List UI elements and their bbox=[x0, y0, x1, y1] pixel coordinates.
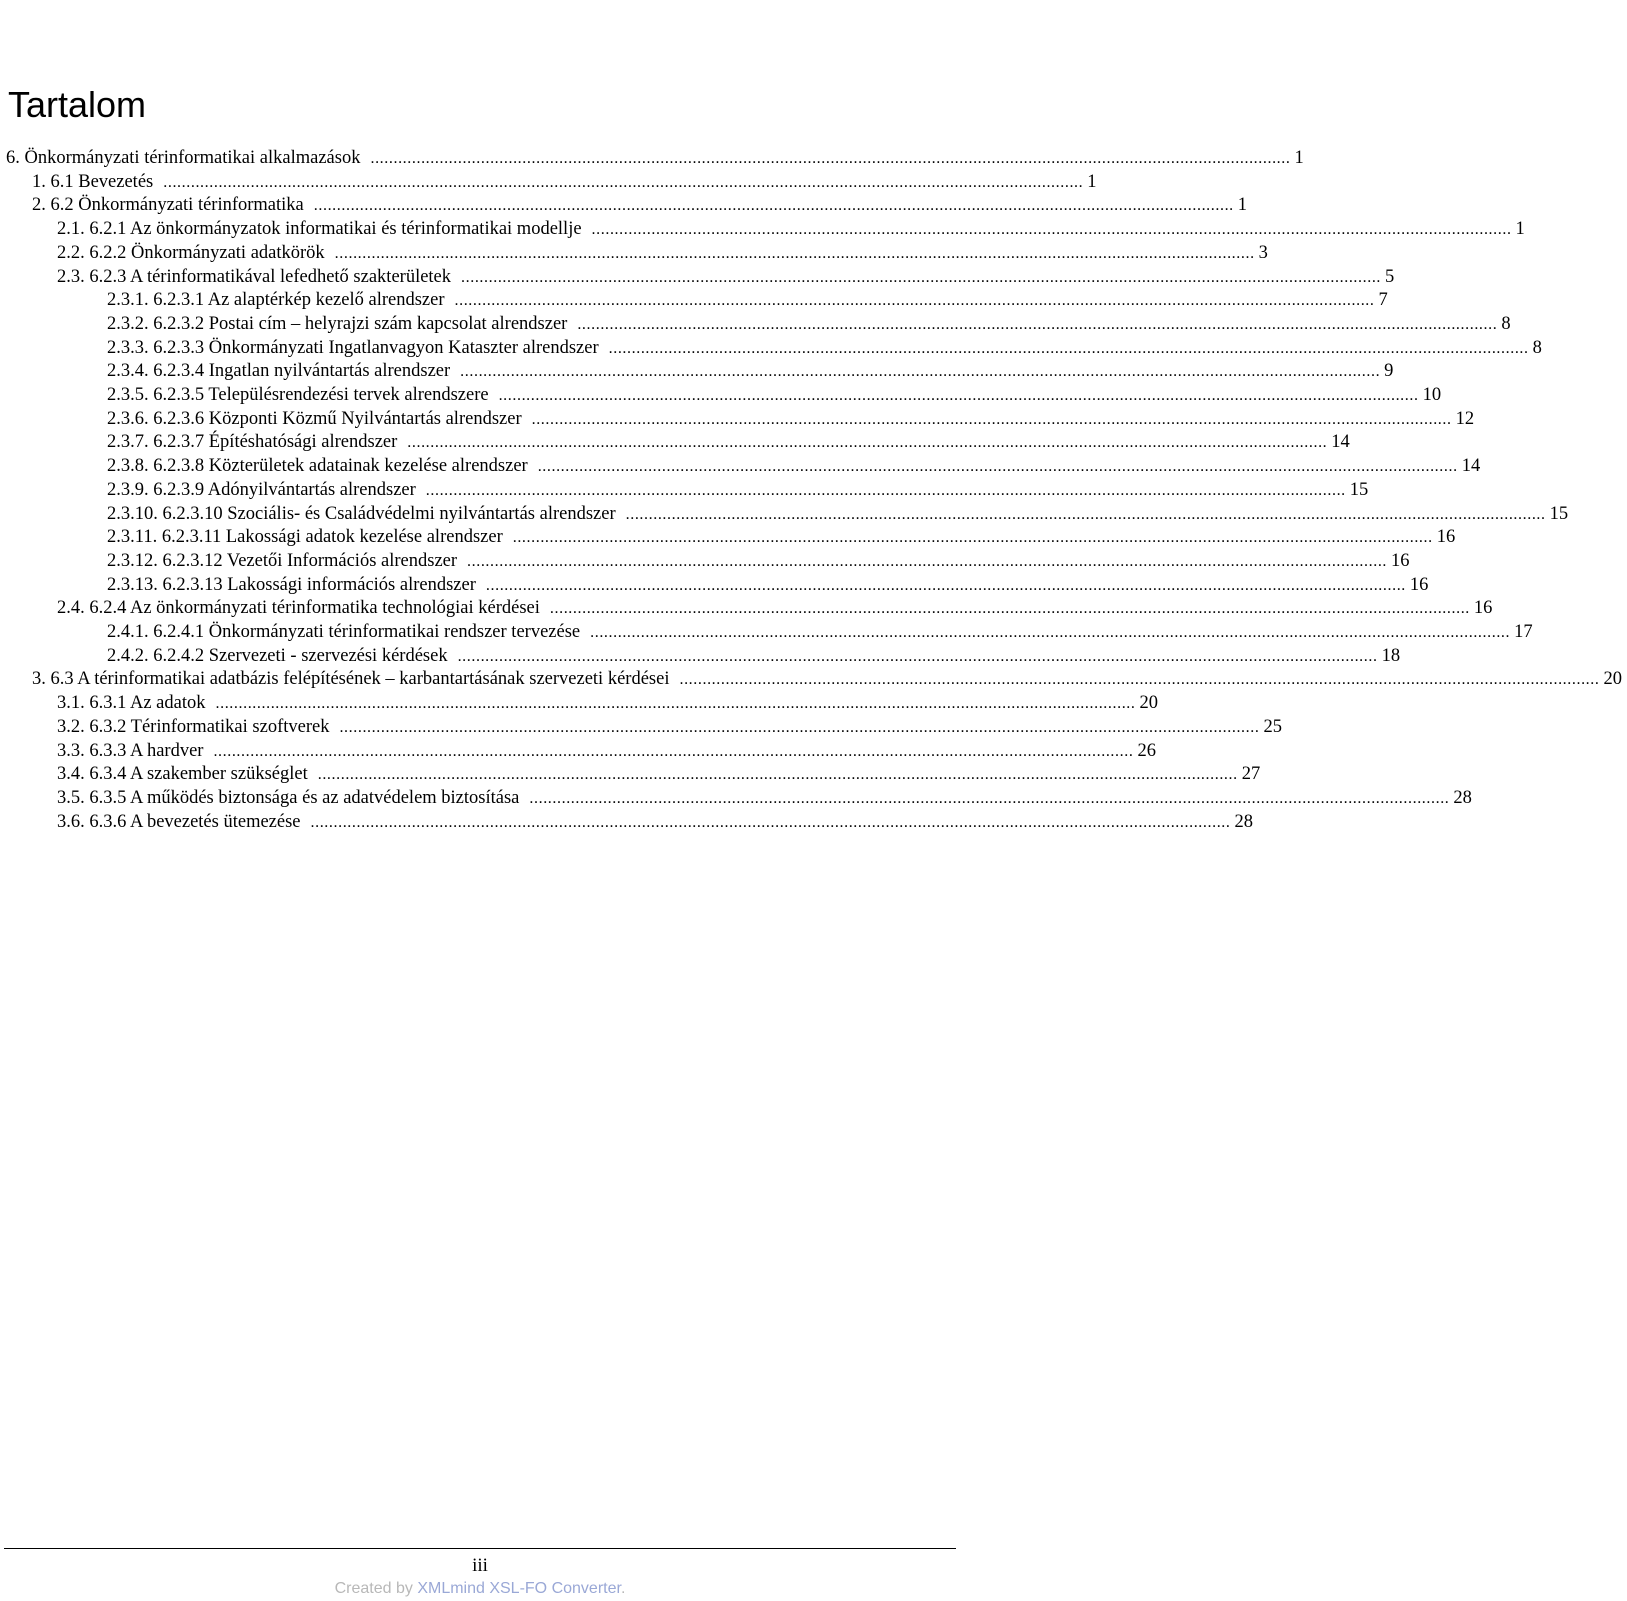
page-title: Tartalom bbox=[8, 84, 147, 125]
toc-entry-title: 3.2. 6.3.2 Térinformatikai szoftverek bbox=[57, 716, 330, 737]
toc-dot-leader: ........................................................................................................................................................................................................ bbox=[163, 173, 1084, 191]
toc-entry-title: 1. 6.1 Bevezetés bbox=[32, 171, 154, 192]
toc-dot-leader: ........................................................................................................................................................................................................ bbox=[590, 624, 1511, 641]
toc-dot-leader: ........................................................................................................................................................................................................ bbox=[317, 766, 1238, 784]
toc-entry-page: 1 bbox=[1515, 219, 1525, 240]
toc-dot-leader: ........................................................................................................................................................................................................ bbox=[608, 339, 1529, 357]
toc-entry-title: 3.4. 6.3.4 A szakember szükséglet bbox=[57, 764, 308, 785]
toc-entry-title: 2.4.1. 6.2.4.1 Önkormányzati térinformatikai rendszer tervezése bbox=[107, 622, 581, 642]
toc-entry[interactable] bbox=[57, 596, 1493, 620]
toc-entry-page: 17 bbox=[1514, 622, 1533, 642]
toc-entry-title: 2.2. 6.2.2 Önkormányzati adatkörök bbox=[57, 242, 325, 263]
toc-entry-title: 2.3.4. 6.2.3.4 Ingatlan nyilvántartás alrendszer bbox=[107, 361, 451, 382]
toc-entry[interactable] bbox=[107, 454, 1481, 478]
footer-divider bbox=[4, 1548, 956, 1549]
toc-entry-page: 7 bbox=[1378, 290, 1388, 311]
toc-entry-page: 20 bbox=[1603, 669, 1622, 690]
toc-entry-title: 2.4.2. 6.2.4.2 Szervezeti - szervezési kérdések bbox=[107, 645, 448, 666]
converter-credit bbox=[0, 1578, 960, 1600]
toc-entry-page: 28 bbox=[1234, 811, 1253, 832]
toc-entry[interactable] bbox=[107, 312, 1511, 336]
credit-prefix: Created by bbox=[334, 1580, 418, 1597]
toc-entry-page: 1 bbox=[1294, 148, 1304, 168]
toc-entry-page: 16 bbox=[1436, 527, 1456, 548]
toc-dot-leader: ........................................................................................................................................................................................................ bbox=[549, 600, 1470, 618]
toc-entry-title: 3.3. 6.3.3 A hardver bbox=[57, 740, 204, 761]
toc-entry-page: 25 bbox=[1263, 716, 1282, 737]
toc-entry-page: 15 bbox=[1349, 479, 1369, 500]
toc-entry-page: 3 bbox=[1258, 242, 1268, 263]
toc-dot-leader: ........................................................................................................................................................................................................ bbox=[591, 221, 1512, 239]
credit-brand: XMLmind XSL-FO Converter bbox=[417, 1580, 621, 1597]
toc-entry-page: 20 bbox=[1139, 693, 1158, 714]
toc-entry-page: 27 bbox=[1241, 764, 1261, 785]
toc-entry-title: 6. Önkormányzati térinformatikai alkalmazások bbox=[6, 148, 361, 168]
toc-dot-leader: ........................................................................................................................................................................................................ bbox=[577, 315, 1498, 333]
toc-entry-page: 14 bbox=[1461, 456, 1481, 477]
toc-entry-title: 3. 6.3 A térinformatikai adatbázis felépítésének – karbantartásának szervezeti kérdései bbox=[32, 669, 670, 690]
toc-entry-title: 3.1. 6.3.1 Az adatok bbox=[57, 693, 206, 714]
toc-entry[interactable] bbox=[107, 383, 1442, 407]
toc-entry-page: 9 bbox=[1384, 361, 1394, 382]
toc-dot-leader: ........................................................................................................................................................................................................ bbox=[454, 292, 1375, 310]
toc-entry-title: 2.3.5. 6.2.3.5 Településrendezési tervek alrendszere bbox=[107, 385, 489, 405]
toc-dot-leader: ........................................................................................................................................................................................................ bbox=[457, 647, 1378, 665]
toc-entry[interactable] bbox=[107, 573, 1429, 597]
toc-entry-page: 15 bbox=[1549, 503, 1569, 524]
toc-entry[interactable] bbox=[57, 691, 1158, 715]
toc-dot-leader: ........................................................................................................................................................................................................ bbox=[512, 529, 1433, 547]
toc-entry-page: 28 bbox=[1453, 787, 1472, 808]
toc-dot-leader: ........................................................................................................................................................................................................ bbox=[339, 718, 1260, 736]
credit-suffix: . bbox=[620, 1580, 626, 1597]
toc-entry-title: 2.3.10. 6.2.3.10 Szociális- és Családvédelmi nyilvántartás alrendszer bbox=[107, 503, 616, 524]
toc-dot-leader: ........................................................................................................................................................................................................ bbox=[529, 789, 1450, 807]
toc-entry-page: 8 bbox=[1532, 337, 1542, 358]
toc-entry-title: 2.3. 6.2.3 A térinformatikával lefedhető szakterületek bbox=[57, 266, 452, 287]
toc-entry-title: 2.3.12. 6.2.3.12 Vezetői Információs alrendszer bbox=[107, 550, 458, 571]
toc-dot-leader: ........................................................................................................................................................................................................ bbox=[425, 481, 1346, 499]
toc-entry-title: 2.3.2. 6.2.3.2 Postai cím – helyrajzi szám kapcsolat alrendszer bbox=[107, 313, 568, 334]
toc-entry[interactable] bbox=[107, 525, 1456, 549]
page-number: iii bbox=[472, 1555, 488, 1576]
toc-entry-page: 8 bbox=[1501, 313, 1511, 334]
toc-entry[interactable] bbox=[107, 478, 1369, 502]
toc-entry[interactable] bbox=[107, 407, 1475, 431]
toc-entry[interactable] bbox=[107, 549, 1410, 573]
toc-dot-leader: ........................................................................................................................................................................................................ bbox=[334, 244, 1255, 262]
toc-entry-title: 2.3.13. 6.2.3.13 Lakossági információs alrendszer bbox=[107, 574, 476, 595]
toc-entry[interactable] bbox=[57, 739, 1156, 763]
toc-entry[interactable] bbox=[107, 288, 1388, 312]
toc-entry[interactable] bbox=[107, 644, 1401, 668]
toc-entry[interactable] bbox=[107, 502, 1569, 526]
toc-entry-title: 2. 6.2 Önkormányzati térinformatika bbox=[32, 195, 304, 216]
toc-dot-leader: ........................................................................................................................................................................................................ bbox=[407, 434, 1328, 452]
toc-entry[interactable] bbox=[32, 170, 1097, 194]
toc-entry[interactable] bbox=[6, 146, 1304, 170]
toc-entry-page: 14 bbox=[1331, 432, 1350, 453]
toc-entry[interactable] bbox=[57, 786, 1472, 810]
toc-entry-title: 2.3.8. 6.2.3.8 Közterületek adatainak kezelése alrendszer bbox=[107, 456, 528, 477]
toc-entry[interactable] bbox=[107, 430, 1350, 454]
toc-dot-leader: ........................................................................................................................................................................................................ bbox=[313, 197, 1234, 215]
toc-entry-title: 2.3.11. 6.2.3.11 Lakossági adatok kezelése alrendszer bbox=[107, 527, 503, 548]
toc-entry-title: 3.6. 6.3.6 A bevezetés ütemezése bbox=[57, 811, 301, 832]
toc-dot-leader: ........................................................................................................................................................................................................ bbox=[531, 410, 1452, 428]
toc-entry-title: 3.5. 6.3.5 A működés biztonsága és az adatvédelem biztosítása bbox=[57, 787, 520, 808]
toc-entry[interactable] bbox=[107, 620, 1533, 644]
toc-entry[interactable] bbox=[57, 715, 1282, 739]
toc-dot-leader: ........................................................................................................................................................................................................ bbox=[310, 813, 1231, 831]
toc-entry[interactable] bbox=[107, 336, 1542, 360]
toc-entry[interactable] bbox=[32, 667, 1622, 691]
toc-entry-page: 12 bbox=[1455, 408, 1475, 429]
toc-entry-page: 16 bbox=[1473, 598, 1493, 619]
toc-dot-leader: ........................................................................................................................................................................................................ bbox=[537, 458, 1458, 476]
toc-dot-leader: ........................................................................................................................................................................................................ bbox=[370, 150, 1291, 167]
toc-entry-title: 2.3.7. 6.2.3.7 Építéshatósági alrendszer bbox=[107, 432, 398, 453]
toc-entry[interactable] bbox=[57, 810, 1253, 834]
toc-entry-page: 16 bbox=[1391, 550, 1410, 571]
toc-dot-leader: ........................................................................................................................................................................................................ bbox=[461, 268, 1382, 286]
toc-entry[interactable] bbox=[107, 359, 1394, 383]
toc-dot-leader: ........................................................................................................................................................................................................ bbox=[498, 387, 1419, 404]
toc-entry-page: 18 bbox=[1381, 645, 1401, 666]
toc-dot-leader: ........................................................................................................................................................................................................ bbox=[215, 695, 1136, 713]
toc-entry-page: 1 bbox=[1087, 171, 1097, 192]
toc-entry[interactable] bbox=[57, 217, 1525, 241]
toc-entry[interactable] bbox=[57, 265, 1395, 289]
toc-entry[interactable] bbox=[57, 762, 1261, 786]
toc-entry-title: 2.3.1. 6.2.3.1 Az alaptérkép kezelő alrendszer bbox=[107, 290, 445, 311]
toc-entry-page: 16 bbox=[1409, 574, 1429, 595]
toc-entry-title: 2.4. 6.2.4 Az önkormányzati térinformatika technológiai kérdései bbox=[57, 598, 540, 619]
toc-dot-leader: ........................................................................................................................................................................................................ bbox=[467, 552, 1388, 570]
toc-entry-title: 2.3.6. 6.2.3.6 Központi Közmű Nyilvántartás alrendszer bbox=[107, 408, 522, 429]
toc-entry-page: 26 bbox=[1137, 740, 1156, 761]
toc-entry[interactable] bbox=[32, 193, 1248, 217]
toc-dot-leader: ........................................................................................................................................................................................................ bbox=[213, 742, 1134, 760]
toc-dot-leader: ........................................................................................................................................................................................................ bbox=[485, 576, 1406, 594]
toc-entry-page: 1 bbox=[1237, 195, 1248, 216]
toc-entry[interactable] bbox=[57, 241, 1268, 265]
toc-dot-leader: ........................................................................................................................................................................................................ bbox=[460, 363, 1381, 381]
toc-entry-page: 5 bbox=[1385, 266, 1395, 287]
toc-entry-title: 2.3.3. 6.2.3.3 Önkormányzati Ingatlanvagyon Kataszter alrendszer bbox=[107, 337, 599, 358]
toc-entry-title: 2.1. 6.2.1 Az önkormányzatok informatikai és térinformatikai modellje bbox=[57, 219, 582, 240]
toc-entry-page: 10 bbox=[1422, 385, 1442, 405]
toc-dot-leader: ........................................................................................................................................................................................................ bbox=[679, 671, 1600, 689]
toc-dot-leader: ........................................................................................................................................................................................................ bbox=[625, 505, 1546, 523]
toc-entry-title: 2.3.9. 6.2.3.9 Adónyilvántartás alrendszer bbox=[107, 479, 416, 500]
